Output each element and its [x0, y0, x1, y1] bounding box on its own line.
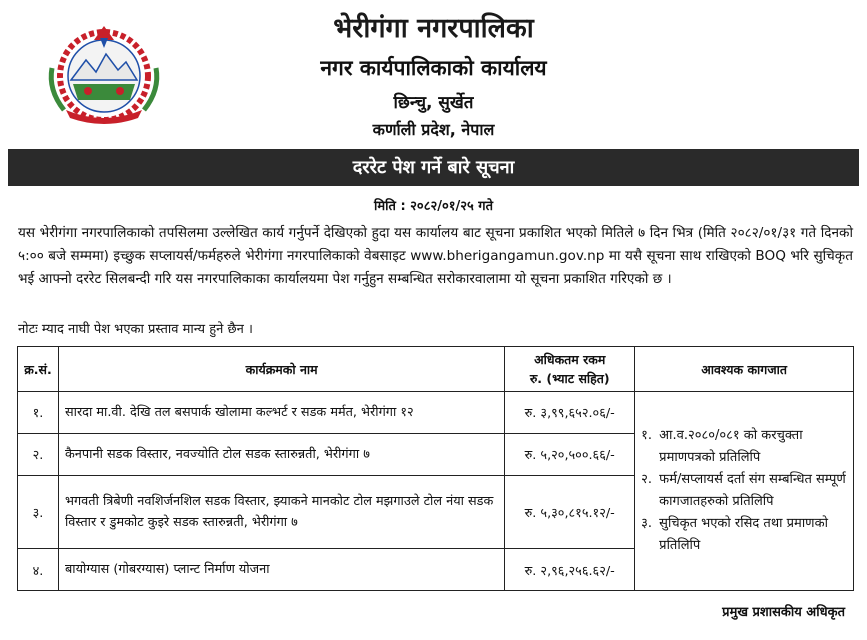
notice-note: नोटः म्याद नाघी पेश भएका प्रस्ताव मान्य हुने छैन । — [18, 322, 253, 337]
document-number: ३. — [641, 516, 653, 531]
header-amount-line2: रु. (भ्याट सहित) — [529, 371, 610, 386]
row-name: कैनपानी सडक विस्तार, नवज्योति टोल सडक स्तारुन्नती, भेरीगंगा ७ — [58, 433, 504, 475]
table-header-row — [18, 347, 854, 392]
required-documents-cell — [635, 392, 854, 591]
row-amount: रु. ५,२०,५००.६६/- — [505, 433, 635, 475]
header-sn: क्र.सं. — [18, 347, 59, 392]
items-table — [17, 346, 854, 591]
document-item — [641, 469, 847, 513]
province-text: कर्णाली प्रदेश, नेपाल — [372, 120, 495, 139]
document-item — [641, 425, 847, 469]
office-title: नगर कार्यपालिकाको कार्यालय — [320, 56, 547, 80]
header-amount-line1: अधिकतम रकम — [534, 352, 606, 367]
row-amount: रु. ५,३०,८१५.१२/- — [505, 475, 635, 548]
notice-date: मिति : २०८२/०१/२५ गते — [374, 199, 493, 214]
table-row — [18, 392, 854, 434]
row-amount: रु. ३,९९,६५२.०६/- — [505, 392, 635, 434]
header-name: कार्यक्रमको नाम — [58, 347, 504, 392]
row-name: सारदा मा.वी. देखि तल बसपार्क खोलामा कल्भर्ट र सडक मर्मत, भेरीगंगा १२ — [58, 392, 504, 434]
row-sn: १. — [18, 392, 59, 434]
header-amount — [505, 347, 635, 392]
municipality-title: भेरीगंगा नगरपालिका — [333, 13, 534, 44]
document-number: २. — [641, 472, 653, 487]
row-name: भगवती त्रिबेणी नवशिर्जनशिल सडक विस्तार, झ्याकने मानकोट टोल मझगाउले टोल नंया सडक विस्तार र डुमकोट कुइरे सडक स्तारुन्नती, भेरीगंगा ७ — [58, 475, 504, 548]
row-amount: रु. २,९६,२५६.६२/- — [505, 549, 635, 591]
notice-body: यस भेरीगंगा नगरपालिकाको तपसिलमा उल्लेखित कार्य गर्नुपर्ने देखिएको हुदा यस कार्यालय बाट सूचना प्रकाशित भएको मितिले ७ दिन भित्र (मिति २०८२/०१/३१ गते दिनको ५:०० बजे सम्ममा) इच्छुक सप्लायर्स/फर्महरुले भेरीगंगा नगरपालिकाको वेबसाइट www.bherigangamun.gov.np मा यसै सूचना साथ राखिएको BOQ भरि सुचिकृत भई आफ्नो दररेट सिलबन्दी गरि यस नगरपालिकाका कार्यालयमा पेश गर्नुहुन सम्बन्धित सरोकारवालामा यो सूचना प्रकाशित गरिएको छ । — [18, 225, 853, 287]
row-name: बायोग्यास (गोबरग्यास) प्लान्ट निर्माण योजना — [58, 549, 504, 591]
notice-title-banner: दररेट पेश गर्ने बारे सूचना — [8, 149, 859, 186]
row-sn: ४. — [18, 549, 59, 591]
document-item — [641, 513, 847, 557]
location-text: छिन्चु, सुर्खेत — [393, 93, 474, 113]
signature-title: प्रमुख प्रशासकीय अधिकृत — [722, 605, 845, 620]
document-text: सुचिकृत भएको रसिद तथा प्रमाणको प्रतिलिपि — [659, 516, 828, 553]
row-sn: २. — [18, 433, 59, 475]
document-text: फर्म/सप्लायर्स दर्ता संग सम्बन्धित सम्पूर्ण कागजातहरुको प्रतिलिपि — [659, 472, 846, 509]
header-docs: आवश्यक कागजात — [635, 347, 854, 392]
document-number: १. — [641, 428, 653, 443]
document-text: आ.व.२०८०/०८१ को करचुक्ता प्रमाणपत्रको प्रतिलिपि — [659, 428, 803, 465]
row-sn: ३. — [18, 475, 59, 548]
